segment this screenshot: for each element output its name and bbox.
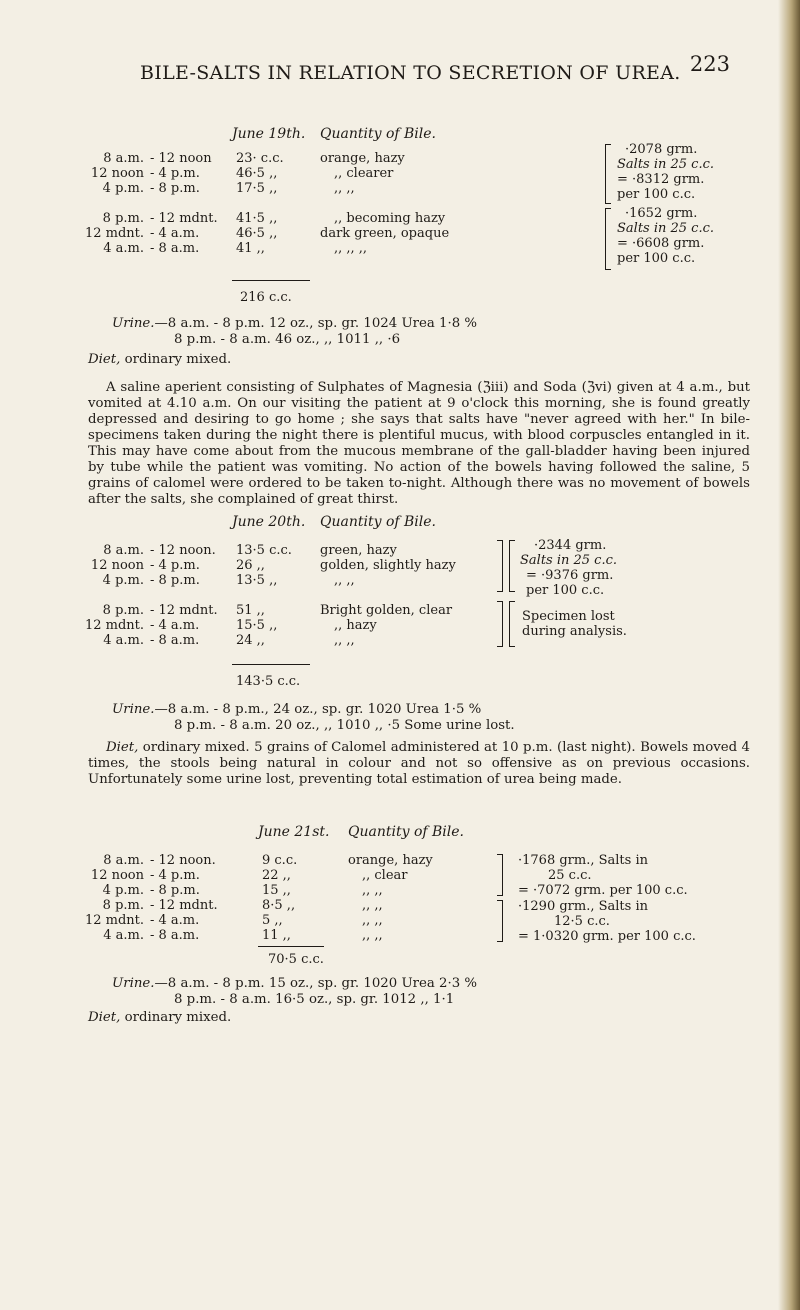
quantity-value: 15 ,, — [262, 883, 291, 898]
bile-descriptions — [320, 543, 456, 648]
urine-value: —8 a.m. - 8 p.m. 12 oz., sp. gr. 1024 Urea 1·8 % — [154, 316, 478, 331]
diet-line — [88, 1010, 231, 1025]
bile-description: ,, ,, — [334, 181, 355, 196]
quantities — [262, 853, 297, 943]
time-from: 12 noon — [90, 558, 144, 573]
bile-total: 216 c.c. — [240, 290, 292, 305]
bile-description: green, hazy — [320, 543, 397, 558]
brace-bracket — [496, 854, 503, 896]
bile-description: ,, becoming hazy — [334, 211, 446, 226]
diet-label: Diet, — [88, 352, 121, 367]
time-from: 4 a.m. — [103, 928, 144, 943]
salts-line: during analysis. — [522, 624, 627, 639]
salts-line: ·1768 grm., Salts in — [518, 853, 648, 868]
urine-line: 8 p.m. - 8 a.m. 16·5 oz., sp. gr. 1012 ,, 1·1 — [174, 992, 455, 1007]
time-from: 4 p.m. — [102, 573, 144, 588]
time-from: 12 noon — [90, 166, 144, 181]
salts-result-2 — [522, 609, 627, 639]
running-header — [140, 52, 730, 92]
time-from: 4 a.m. — [103, 241, 144, 256]
bile-description: ,, ,, — [362, 898, 383, 913]
quantity-value: 46·5 ,, — [236, 226, 278, 241]
salts-line: Specimen lost — [522, 609, 615, 624]
time-from: 8 p.m. — [102, 211, 144, 226]
salts-result-2 — [518, 899, 696, 944]
diet-paragraph — [88, 740, 750, 788]
salts-line: = ·6608 grm. — [617, 236, 705, 251]
bile-description: ,, clear — [362, 868, 408, 883]
times-to — [150, 543, 218, 648]
page-edge-stain — [778, 0, 800, 1310]
time-from: 8 a.m. — [103, 543, 144, 558]
quantity-value: 17·5 ,, — [236, 181, 278, 196]
quantity-value: 46·5 ,, — [236, 166, 278, 181]
salts-line: ·1290 grm., Salts in — [518, 899, 648, 914]
quantity-value: 51 ,, — [236, 603, 265, 618]
time-from: 12 mdnt. — [84, 226, 144, 241]
bile-description: ,, ,, — [362, 883, 383, 898]
bile-description: ,, hazy — [334, 618, 377, 633]
table-date: June 19th. — [232, 126, 306, 142]
diet-text: ordinary mixed. — [120, 352, 232, 367]
brace-bracket — [509, 540, 516, 592]
bile-descriptions — [320, 151, 449, 256]
times-from — [84, 151, 144, 256]
salts-result-2 — [617, 206, 714, 266]
salts-line: = ·8312 grm. — [617, 172, 705, 187]
salts-result-1 — [617, 142, 714, 202]
total-rule — [258, 946, 324, 947]
diet-label: Diet, — [88, 1010, 121, 1025]
quantity-value: 8·5 ,, — [262, 898, 296, 913]
salts-result-1 — [520, 538, 617, 598]
urine-line: 8 p.m. - 8 a.m. 46 oz., ,, 1011 ,, ·6 — [174, 332, 401, 347]
paragraph-text: A saline aperient consisting of Sulphates of Magnesia (ℨiii) and Soda (ℨvi) given at 4 a.m., but vomited at 4.10 a.m. On our visiting the patient at 9 o'clock this morning, she is found greatly depressed and desiring to go home ; she says that salts have "never agreed with her." In bile-specimens taken during the night there is plentiful mucus, with blood corpuscles entangled in it. This may have come about from the mucous membrane of the gall-bladder having been injured by tube while the patient was vomiting. No action of the bowels having followed the saline, 5 grains of calomel were ordered to be taken to-night. Although there was no movement of bowels after the salts, she complained of great thirst. — [88, 380, 750, 507]
time-to: - 8 a.m. — [150, 241, 200, 256]
quantity-heading: Quantity of Bile. — [320, 126, 436, 142]
quantity-value: 41 ,, — [236, 241, 265, 256]
time-to: - 4 a.m. — [150, 618, 200, 633]
bile-descriptions — [348, 853, 433, 943]
salts-line: ·2078 grm. — [625, 142, 698, 157]
time-from: 8 p.m. — [102, 898, 144, 913]
bile-description: orange, hazy — [320, 151, 405, 166]
urine-label: Urine. — [112, 702, 155, 717]
quantities — [236, 151, 284, 256]
bile-description: ,, ,, ,, — [334, 241, 368, 256]
time-to: - 12 mdnt. — [150, 898, 218, 913]
quantity-value: 41·5 ,, — [236, 211, 278, 226]
quantity-heading: Quantity of Bile. — [320, 514, 436, 530]
brace-bracket — [605, 208, 612, 270]
salts-line: Salts in 25 c.c. — [617, 157, 715, 172]
quantity-value: 22 ,, — [262, 868, 291, 883]
diet-line — [88, 740, 750, 788]
salts-line: ·2344 grm. — [534, 538, 607, 553]
quantity-value: 13·5 ,, — [236, 573, 278, 588]
time-to: - 4 p.m. — [150, 558, 200, 573]
quantity-value: 13·5 c.c. — [236, 543, 292, 558]
salts-line: ·1652 grm. — [625, 206, 698, 221]
bile-description: Bright golden, clear — [320, 603, 453, 618]
urine-value: —8 a.m. - 8 p.m., 24 oz., sp. gr. 1020 Urea 1·5 % — [154, 702, 482, 717]
body-paragraph — [88, 380, 750, 508]
urine-label: Urine. — [112, 316, 155, 331]
urine-line — [112, 702, 481, 717]
time-to: - 8 p.m. — [150, 573, 200, 588]
time-from: 8 p.m. — [102, 603, 144, 618]
running-title: BILE-SALTS IN RELATION TO SECRETION OF UREA. — [140, 62, 681, 84]
times-to — [150, 853, 218, 943]
time-from: 8 a.m. — [103, 151, 144, 166]
time-to: - 4 p.m. — [150, 868, 200, 883]
salts-line: = 1·0320 grm. per 100 c.c. — [518, 929, 696, 944]
urine-line: 8 p.m. - 8 a.m. 20 oz., ,, 1010 ,, ·5 Some urine lost. — [174, 718, 515, 733]
urine-line — [112, 316, 477, 331]
salts-line: Salts in 25 c.c. — [520, 553, 618, 568]
time-to: - 4 p.m. — [150, 166, 200, 181]
urine-label: Urine. — [112, 976, 155, 991]
bile-description: orange, hazy — [348, 853, 433, 868]
salts-line: = ·9376 grm. — [526, 568, 614, 583]
time-from: 4 a.m. — [103, 633, 144, 648]
quantity-value: 9 c.c. — [262, 853, 298, 868]
bile-description: ,, ,, — [362, 928, 383, 943]
salts-line: Salts in 25 c.c. — [617, 221, 715, 236]
time-from: 12 noon — [90, 868, 144, 883]
quantity-heading: Quantity of Bile. — [348, 824, 464, 840]
time-to: - 8 p.m. — [150, 883, 200, 898]
time-to: - 12 noon — [150, 151, 212, 166]
salts-line: 25 c.c. — [548, 868, 592, 883]
quantity-value: 15·5 ,, — [236, 618, 278, 633]
brace-bracket — [605, 144, 612, 204]
salts-line: per 100 c.c. — [617, 251, 696, 266]
times-to — [150, 151, 218, 256]
diet-text: ordinary mixed. — [120, 1010, 232, 1025]
time-to: - 12 noon. — [150, 543, 216, 558]
brace-bracket — [496, 900, 503, 942]
time-from: 12 mdnt. — [84, 618, 144, 633]
times-from — [84, 543, 144, 648]
page-number: 223 — [689, 52, 730, 76]
quantity-value: 11 ,, — [262, 928, 291, 943]
total-rule — [232, 280, 310, 281]
diet-label: Diet, — [106, 740, 139, 755]
time-to: - 12 mdnt. — [150, 211, 218, 226]
time-to: - 8 a.m. — [150, 633, 200, 648]
bile-description: ,, ,, — [334, 633, 355, 648]
salts-line: per 100 c.c. — [526, 583, 605, 598]
time-to: - 12 noon. — [150, 853, 216, 868]
brace-bracket — [496, 540, 503, 592]
quantity-value: 5 ,, — [262, 913, 283, 928]
time-from: 12 mdnt. — [84, 913, 144, 928]
times-from — [82, 853, 144, 943]
bile-description: ,, ,, — [334, 573, 355, 588]
quantity-value: 23· c.c. — [236, 151, 284, 166]
time-to: - 8 p.m. — [150, 181, 200, 196]
brace-bracket — [496, 601, 503, 647]
quantity-value: 26 ,, — [236, 558, 265, 573]
salts-line: 12·5 c.c. — [554, 914, 610, 929]
time-to: - 8 a.m. — [150, 928, 200, 943]
quantities — [236, 543, 292, 648]
salts-line: per 100 c.c. — [617, 187, 696, 202]
urine-line — [112, 976, 477, 991]
salts-result-1 — [518, 853, 688, 898]
total-rule — [232, 664, 310, 665]
diet-line — [88, 352, 231, 367]
bile-description: golden, slightly hazy — [320, 558, 456, 573]
diet-text: ordinary mixed. 5 grains of Calomel administered at 10 p.m. (last night). Bowels moved 4 times, the stools being natural in colour and not so offensive as on previous occasions. Unfortunately some urine lost, preventing total estimation of urea being made. — [88, 740, 750, 787]
bile-description: dark green, opaque — [320, 226, 450, 241]
time-to: - 4 a.m. — [150, 913, 200, 928]
time-from: 4 p.m. — [102, 883, 144, 898]
table-date: June 20th. — [232, 514, 306, 530]
bile-total: 70·5 c.c. — [268, 952, 324, 967]
time-to: - 12 mdnt. — [150, 603, 218, 618]
time-to: - 4 a.m. — [150, 226, 200, 241]
time-from: 8 a.m. — [103, 853, 144, 868]
bile-total: 143·5 c.c. — [236, 674, 301, 689]
time-from: 4 p.m. — [102, 181, 144, 196]
quantity-value: 24 ,, — [236, 633, 265, 648]
salts-line: = ·7072 grm. per 100 c.c. — [518, 883, 688, 898]
bile-description: ,, ,, — [362, 913, 383, 928]
urine-value: —8 a.m. - 8 p.m. 15 oz., sp. gr. 1020 Urea 2·3 % — [154, 976, 478, 991]
bile-description: ,, clearer — [334, 166, 394, 181]
table-date: June 21st. — [258, 824, 330, 840]
brace-bracket — [509, 601, 516, 647]
